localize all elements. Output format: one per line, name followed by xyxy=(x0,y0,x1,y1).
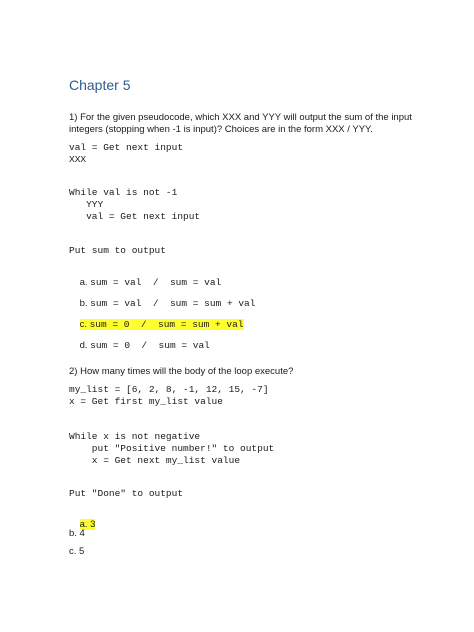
q2-code-line: x = Get first my_list value xyxy=(69,396,223,407)
q1-prompt-line2: integers (stopping when -1 is input)? Choices are in the form XXX / YYY. xyxy=(69,124,373,135)
q2-code-line: my_list = [6, 2, 8, -1, 12, 15, -7] xyxy=(69,384,269,395)
q1-code-line: Put sum to output xyxy=(69,245,166,256)
option-code: sum = 0 / sum = sum + val xyxy=(89,319,244,330)
q2-code-line: put "Positive number!" to output xyxy=(69,443,275,454)
q1-code-line: val = Get next input xyxy=(69,142,184,153)
q1-option-d xyxy=(69,328,210,364)
q2-code-line: x = Get next my_list value xyxy=(69,455,241,466)
q1-code-line: YYY xyxy=(69,199,104,210)
option-code: sum = 0 / sum = val xyxy=(90,340,210,351)
q2-code-line: While x is not negative xyxy=(69,431,201,442)
q1-code-line: XXX xyxy=(69,154,87,165)
option-code: sum = val / sum = val xyxy=(90,277,222,288)
option-label: d. xyxy=(79,340,91,351)
option-text: a. 3 xyxy=(79,519,96,530)
q1-code-line: While val is not -1 xyxy=(69,187,178,198)
q2-option-b: b. 4 xyxy=(69,528,85,539)
q2-option-c: c. 5 xyxy=(69,546,85,557)
q1-code-line: val = Get next input xyxy=(69,211,201,222)
option-label: a. xyxy=(79,277,91,288)
option-label: c. xyxy=(79,319,90,330)
option-code: sum = val / sum = sum + val xyxy=(90,298,256,309)
q2-prompt: 2) How many times will the body of the loop execute? xyxy=(69,366,294,377)
q1-prompt-line1: 1) For the given pseudocode, which XXX and YYY will output the sum of the input xyxy=(69,112,412,123)
chapter-title: Chapter 5 xyxy=(69,77,131,93)
option-label: b. xyxy=(79,298,91,309)
q2-code-line: Put "Done" to output xyxy=(69,488,184,499)
